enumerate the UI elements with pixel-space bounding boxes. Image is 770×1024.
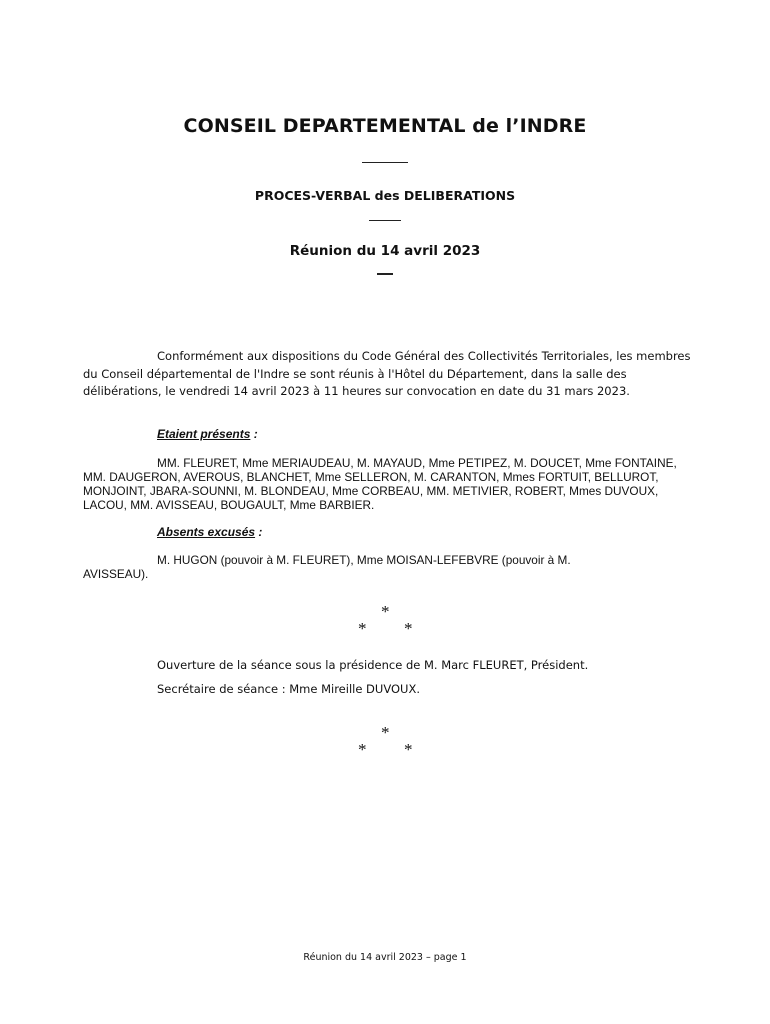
document-subtitle: PROCES-VERBAL des DELIBERATIONS (254, 188, 516, 203)
asterism-left-star: * (358, 740, 367, 759)
session-secretary: Secrétaire de séance : Mme Mireille DUVOUX. (157, 682, 421, 696)
present-heading (157, 427, 258, 441)
page-footer: Réunion du 14 avril 2023 – page 1 (303, 952, 467, 963)
present-names: MM. FLEURET, Mme MERIAUDEAU, M. MAYAUD, Mme PETIPEZ, M. DOUCET, Mme FONTAINE, MM. DAUGERON, AVEROUS, BLANCHET, Mme SELLERON, M. CARANTON, Mmes FORTUIT, BELLUROT, MONJOINT, JBARA-SOUNNI, M. BLONDEAU, Mme CORBEAU, MM. METIVIER, ROBERT, Mmes DUVOUX, LACOU, MM. AVISSEAU, BOUGAULT, Mme BARBIER. (83, 456, 677, 512)
asterism-right-star: * (404, 740, 413, 759)
subtitle-divider (369, 220, 401, 221)
title-divider (362, 162, 408, 163)
present-colon: : (250, 427, 258, 441)
document-title: CONSEIL DEPARTEMENTAL de l’INDRE (183, 115, 587, 137)
asterism-left-star: * (358, 619, 367, 638)
intro-text: Conformément aux dispositions du Code Général des Collectivités Territoriales, les membres du Conseil départemental de l'Indre se sont réunis à l'Hôtel du Département, dans la salle des délibérations, le vendredi 14 avril 2023 à 11 heures sur convocation en date du 31 mars 2023. (83, 349, 691, 398)
asterism-right-star: * (404, 619, 413, 638)
absent-label: Absents excusés (157, 525, 256, 539)
absent-names: M. HUGON (pouvoir à M. FLEURET), Mme MOISAN-LEFEBVRE (pouvoir à M. AVISSEAU). (83, 553, 571, 581)
absent-heading (157, 525, 262, 539)
meeting-date-heading: Réunion du 14 avril 2023 (289, 243, 481, 259)
present-members-list (83, 456, 693, 512)
absent-members-list (83, 553, 613, 581)
session-opening: Ouverture de la séance sous la présidence de M. Marc FLEURET, Président. (157, 658, 589, 672)
meeting-divider (377, 273, 393, 275)
absent-colon: : (255, 525, 263, 539)
intro-paragraph (83, 348, 693, 401)
asterism-top-star: * (381, 602, 390, 621)
asterism-top-star: * (381, 723, 390, 742)
present-label: Etaient présents (157, 427, 251, 441)
